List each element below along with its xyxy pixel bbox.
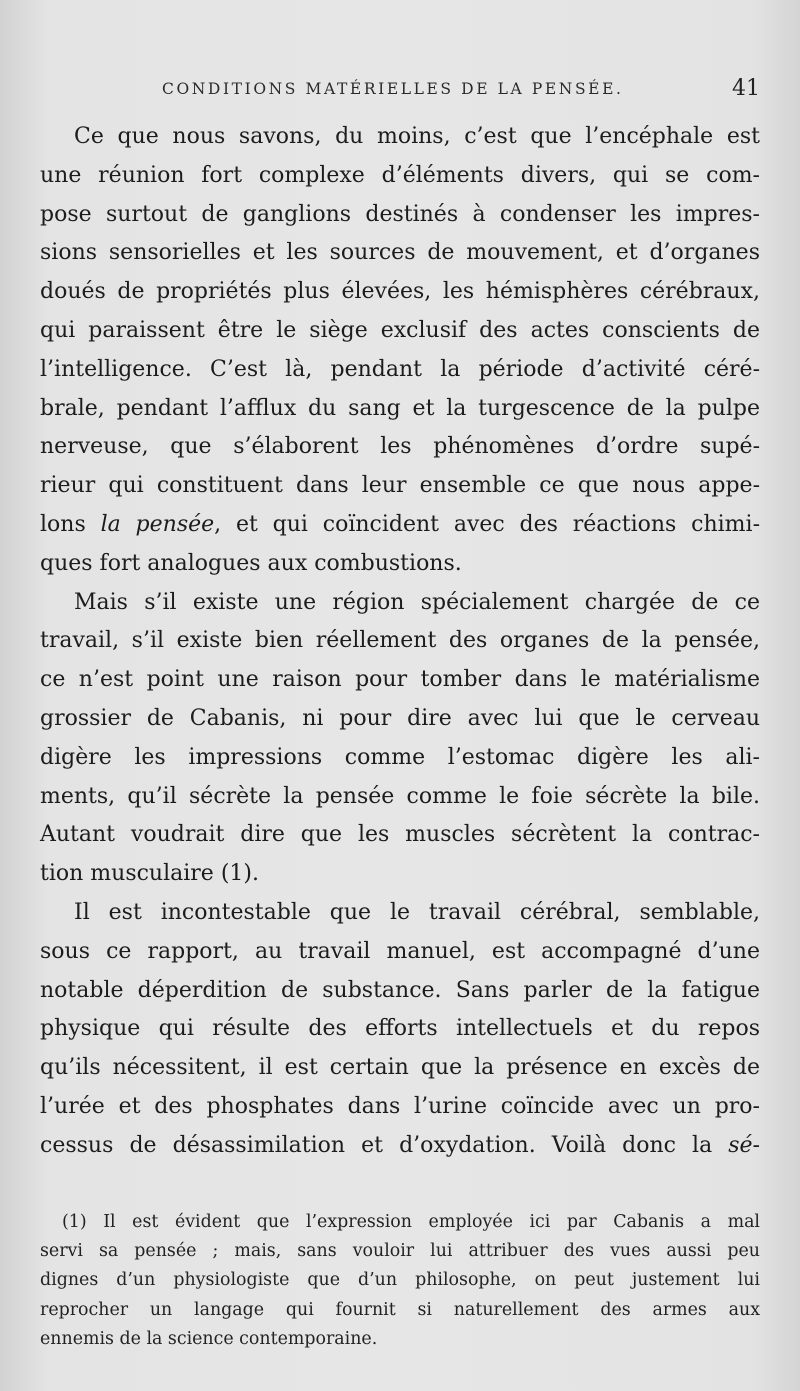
text-line: qu’ils nécessitent, il est certain que la présence en excès de [40, 1055, 760, 1081]
text-line: ments, qu’il sécrète la pensée comme le foie sécrète la bile. [40, 783, 760, 809]
text-line: qui paraissent être le siège exclusif des actes conscients de [40, 317, 760, 343]
text-line: physique qui résulte des efforts intellectuels et du repos [40, 1016, 760, 1042]
body-text [40, 118, 760, 1166]
footnote [40, 1208, 760, 1354]
text-segment: cessus de désassimilation et d’oxydation. Voilà donc la [40, 1132, 729, 1158]
text-line-with-italic [40, 1127, 760, 1166]
footnote-line: dignes d’un physiologiste que d’un philosophe, on peut justement lui [40, 1270, 760, 1291]
paragraph-3 [40, 894, 760, 1166]
text-line: rieur qui constituent dans leur ensemble ce que nous appe- [40, 473, 760, 499]
text-line: brale, pendant l’afflux du sang et la turgescence de la pulpe [40, 395, 760, 421]
text-segment: lons [40, 511, 101, 537]
text-line: sions sensorielles et les sources de mouvement, et d’organes [40, 240, 760, 266]
footnote-line: (1) Il est évident que l’expression employée ici par Cabanis a mal [62, 1212, 760, 1232]
text-line: digère les impressions comme l’estomac digère les ali- [40, 744, 760, 770]
text-line: notable déperdition de substance. Sans parler de la fatigue [40, 977, 760, 1003]
text-line: Il est incontestable que le travail cérébral, semblable, [74, 899, 760, 925]
text-line: Ce que nous savons, du moins, c’est que l’encéphale est [74, 124, 760, 149]
running-title: CONDITIONS MATÉRIELLES DE LA PENSÉE. [162, 80, 624, 98]
paragraph-1 [40, 118, 760, 584]
paragraph-2 [40, 584, 760, 894]
running-head [40, 76, 760, 106]
text-line: l’intelligence. C’est là, pendant la période d’activité céré- [40, 356, 760, 382]
italic-term: la pensée [100, 511, 215, 537]
page-number: 41 [732, 76, 760, 101]
text-line: pose surtout de ganglions destinés à condenser les impres- [40, 201, 760, 227]
text-line: doués de propriétés plus élevées, les hémisphères cérébraux, [40, 279, 760, 305]
text-line: grossier de Cabanis, ni pour dire avec lui que le cerveau [40, 705, 760, 731]
text-line: Autant voudrait dire que les muscles sécrètent la contrac- [40, 822, 760, 848]
text-line: une réunion fort complexe d’éléments divers, qui se com- [40, 162, 760, 188]
text-line: travail, s’il existe bien réellement des organes de la pensée, [40, 628, 760, 654]
footnote-line: servi sa pensée ; mais, sans vouloir lui attribuer des vues aussi peu [40, 1241, 760, 1262]
text-line: sous ce rapport, au travail manuel, est accompagné d’une [40, 938, 760, 964]
text-line-with-italic [40, 506, 760, 545]
footnote-line: ennemis de la science contemporaine. [40, 1328, 378, 1349]
text-line: ques fort analogues aux combustions. [40, 550, 462, 576]
italic-hyphenated-word: sé- [728, 1132, 760, 1158]
text-line: nerveuse, que s’élaborent les phénomènes d’ordre supé- [40, 434, 760, 460]
text-segment: , et qui coïncident avec des réactions chimi- [214, 511, 761, 537]
text-line: l’urée et des phosphates dans l’urine coïncide avec un pro- [40, 1093, 760, 1119]
footnote-line: reprocher un langage qui fournit si naturellement des armes aux [40, 1299, 760, 1320]
text-line: tion musculaire (1). [40, 861, 259, 887]
text-line: ce n’est point une raison pour tomber dans le matérialisme [40, 667, 760, 693]
text-line: Mais s’il existe une région spécialement chargée de ce [74, 589, 760, 615]
